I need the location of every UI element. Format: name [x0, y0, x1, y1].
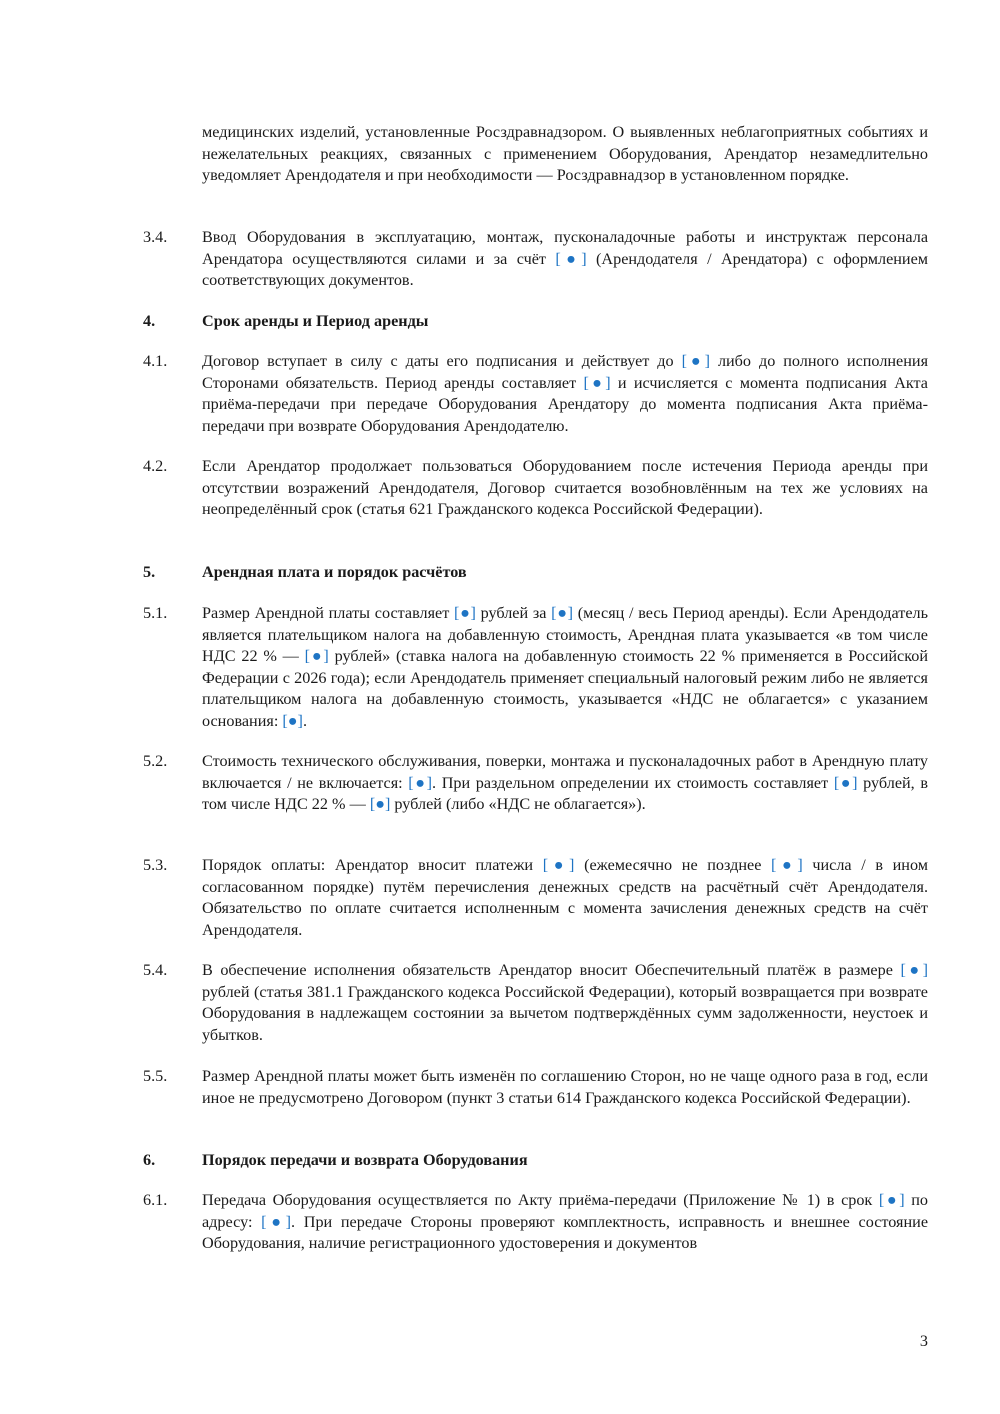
clause-number: 5.1.: [143, 604, 168, 622]
clause-number: 3.4.: [143, 228, 168, 246]
clause-paragraph: [143, 960, 928, 1046]
section-heading-text: [202, 311, 928, 333]
placeholder-field: [●]: [555, 249, 587, 268]
clause-number: 4.1.: [143, 352, 168, 370]
text-run: медицинских изделий, установленные Росздравнадзором. О выявленных неблагоприятных событиях и нежелательных реакциях, связанных с применением Оборудования, Арендатор незамедлительно уведомляет Арендодателя и при необходимости — Росздравнадзор в установленном порядке.: [202, 123, 928, 184]
clause-paragraph: [143, 855, 928, 941]
clause-text: [202, 960, 928, 1046]
text-run: Порядок оплаты: Арендатор вносит платежи: [202, 856, 543, 874]
text-run: Арендная плата и порядок расчётов: [202, 563, 467, 581]
placeholder-field: [●]: [408, 773, 433, 792]
placeholder-field: [●]: [878, 1191, 905, 1209]
clause-paragraph: [143, 227, 928, 292]
text-run: . При раздельном определении их стоимость составляет: [432, 773, 834, 792]
placeholder-field: [●]: [369, 795, 391, 813]
clause-text: [202, 603, 928, 732]
text-run: .: [302, 711, 307, 730]
clause-text: [202, 456, 928, 521]
text-run: Ввод Оборудования в эксплуатацию, монтаж, пусконаладочные работы и инструктаж персонала Арендатора осуществляются силами и за счёт: [202, 228, 928, 268]
text-run: либо до полного исполнения Сторонами обязательств. Период аренды составляет: [202, 352, 929, 392]
text-run: (месяц / весь Период аренды). Если Арендодатель является плательщиком налога на добавленную стоимость, Арендная плата указывается «в том числе НДС 22 % —: [202, 604, 929, 665]
placeholder-field: [●]: [551, 604, 574, 622]
section-heading-text: [202, 1150, 928, 1172]
clause-paragraph: [143, 456, 928, 521]
clause-text: [202, 122, 928, 187]
clause-number: 5.4.: [143, 961, 168, 979]
text-run: рублей, в том числе НДС 22 % —: [202, 773, 928, 813]
text-run: Порядок передачи и возврата Оборудования: [202, 1151, 528, 1169]
clause-paragraph: [143, 1066, 928, 1109]
section-heading: [143, 562, 928, 584]
text-run: Стоимость технического обслуживания, поверки, монтажа и пусконаладочных работ в Арендную плату включается / не включается:: [202, 752, 928, 792]
placeholder-field: [●]: [771, 856, 803, 874]
placeholder-field: [●]: [261, 1212, 292, 1231]
placeholder-field: [●]: [833, 773, 858, 792]
clause-number: 5.5.: [143, 1067, 168, 1085]
section-heading: [143, 1150, 928, 1172]
clause-number: 5.3.: [143, 856, 168, 874]
text-run: Размер Арендной платы составляет: [202, 604, 455, 622]
placeholder-field: [●]: [583, 373, 611, 392]
clause-paragraph: [143, 351, 928, 437]
page-number: 3: [919, 1332, 928, 1350]
text-run: и исчисляется с момента подписания Акта приёма-передачи при передаче Оборудования Арендатору до момента подписания Акта приёма-передачи при возврате Оборудования Арендодателю.: [202, 373, 928, 435]
clause-paragraph: [143, 603, 928, 732]
text-run: рублей за: [475, 604, 552, 622]
text-run: Передача Оборудования осуществляется по Акту приёма-передачи (Приложение № 1) в срок: [202, 1191, 879, 1209]
text-run: В обеспечение исполнения обязательств Арендатор вносит Обеспечительный платёж в размере: [202, 961, 901, 979]
clause-paragraph: [143, 122, 928, 187]
text-run: Договор вступает в силу с даты его подписания и действует до: [202, 352, 682, 370]
clause-text: [202, 351, 928, 437]
clause-paragraph: [143, 751, 928, 816]
clause-text: [202, 1066, 928, 1109]
clause-number: 6.: [143, 1151, 156, 1169]
clause-number: 5.: [143, 563, 156, 581]
placeholder-field: [●]: [454, 604, 476, 622]
placeholder-field: [●]: [304, 647, 329, 665]
text-run: рублей (либо «НДС не облагается»).: [390, 795, 646, 813]
clause-number: 6.1.: [143, 1191, 168, 1209]
clause-text: [202, 751, 928, 816]
clause-paragraph: [143, 1190, 928, 1255]
placeholder-field: [●]: [900, 961, 929, 979]
text-run: числа / в ином согласованном порядке) путём перечисления денежных средств на расчётный счёт Арендодателя. Обязательство по оплате считается исполненным с момента зачисления денежных средств на счёт Арендодателя.: [202, 856, 928, 939]
text-run: Срок аренды и Период аренды: [202, 312, 429, 330]
placeholder-field: [●]: [681, 352, 710, 370]
clause-text: [202, 855, 928, 941]
clause-text: [202, 227, 928, 292]
text-run: рублей (статья 381.1 Гражданского кодекса Российской Федерации), который возвращается при возврате Оборудования в надлежащем состоянии за вычетом подтверждённых сумм задолженности, неустоек и убытков.: [202, 982, 928, 1044]
placeholder-field: [●]: [282, 711, 303, 730]
clause-text: [202, 1190, 928, 1255]
text-run: (ежемесячно не позднее: [574, 856, 772, 874]
text-run: по адресу:: [202, 1191, 928, 1231]
clause-number: 4.: [143, 312, 156, 330]
text-run: рублей» (ставка налога на добавленную стоимость 22 % применяется в Российской Федерации с 2026 года); если Арендодатель применяет специальный налоговый режим либо не является плательщиком налога на добавленную стоимость, указывается «НДС не облагается» с указанием основания:: [202, 647, 928, 730]
section-heading: [143, 311, 928, 333]
text-run: . При передаче Стороны проверяют комплектность, исправность и внешнее состояние Оборудования, наличие регистрационного удостоверения и документов: [202, 1212, 929, 1252]
section-heading-text: [202, 562, 928, 584]
clause-number: 5.2.: [143, 752, 168, 770]
text-run: Если Арендатор продолжает пользоваться Оборудованием после истечения Периода аренды при отсутствии возражений Арендодателя, Договор считается возобновлённым на тех же условиях на неопределённый срок (статья 621 Гражданского кодекса Российской Федерации).: [202, 457, 928, 518]
placeholder-field: [●]: [542, 856, 575, 874]
text-run: (Арендодателя / Арендатора) с оформлением соответствующих документов.: [202, 249, 929, 289]
clause-number: 4.2.: [143, 457, 168, 475]
text-run: Размер Арендной платы может быть изменён по соглашению Сторон, но не чаще одного раза в год, если иное не предусмотрено Договором (пункт 3 статьи 614 Гражданского кодекса Российской Федерации).: [202, 1067, 928, 1107]
